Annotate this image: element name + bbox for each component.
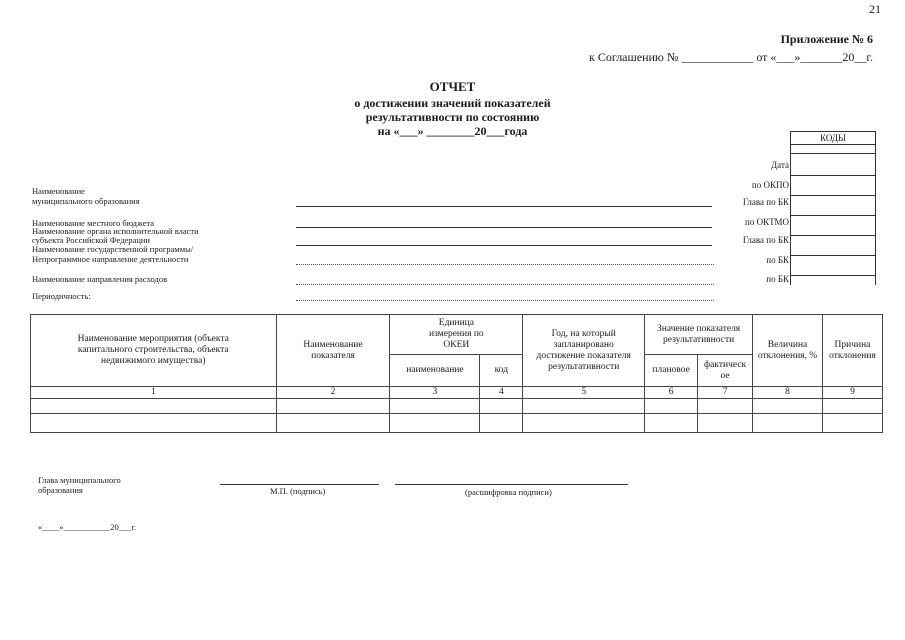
codes-row-line: [791, 235, 875, 236]
field-label-executive: Наименование органа исполнительной власти: [32, 226, 199, 236]
signature-mp-label: М.П. (подпись): [270, 486, 326, 496]
header-unit: Единица измерения по ОКЕИ: [390, 315, 523, 355]
column-number: 6: [645, 387, 698, 399]
field-line-municipal: [296, 206, 712, 207]
field-label-municipal: Наименование: [32, 186, 85, 196]
column-number: 7: [698, 387, 753, 399]
codes-box: [790, 131, 876, 285]
field-label-expense: Наименование направления расходов: [32, 274, 168, 284]
appendix-label: Приложение № 6: [780, 32, 873, 46]
header-unit-code: код: [480, 355, 523, 387]
field-label-budget: Наименование местного бюджета: [32, 218, 155, 228]
signature-decode-label: (расшифровка подписи): [465, 487, 552, 497]
codes-header: КОДЫ: [791, 131, 875, 145]
field-line-periodicity: [296, 300, 714, 301]
codes-row-line: [791, 153, 875, 154]
header-reason: Причина отклонения: [822, 315, 882, 387]
field-label-program: Непрограммное направление деятельности: [32, 254, 189, 264]
code-label-date: Дата: [771, 160, 789, 170]
header-actual: фактическ ое: [698, 355, 753, 387]
code-label-bk: Глава по БК: [742, 235, 789, 245]
codes-row-line: [791, 215, 875, 216]
column-number: 3: [390, 387, 480, 399]
field-label-program: Наименование государственной программы/: [32, 244, 194, 254]
indicators-table: [30, 314, 883, 433]
field-label-periodicity: Периодичность:: [32, 291, 91, 301]
codes-row-line: [791, 195, 875, 196]
codes-row-line: [791, 175, 875, 176]
header-indicator: Наименование показателя: [276, 315, 390, 387]
header-unit-name: наименование: [390, 355, 480, 387]
agreement-line: к Соглашению № ____________ от «___»_______20__г.: [589, 50, 873, 64]
field-label-executive: субъекта Российской Федерации: [32, 235, 150, 245]
codes-row-line: [791, 275, 875, 276]
column-number: 4: [480, 387, 523, 399]
signature-line: [220, 484, 379, 485]
code-label-oktmo: по ОКТМО: [745, 217, 789, 227]
codes-row-line: [791, 255, 875, 256]
header-event: Наименование мероприятия (объекта капитального строительства, объекта недвижимого имущества): [31, 315, 277, 387]
signature-head-label: образования: [38, 485, 83, 495]
table-row: [31, 387, 883, 399]
header-year: Год, на который запланировано достижение показателя результативности: [523, 315, 645, 387]
field-line-budget: [296, 227, 712, 228]
code-label-bk: Глава по БК: [742, 197, 789, 207]
report-subtitle-2: результативности по состоянию: [365, 110, 540, 124]
header-value: Значение показателя результативности: [645, 315, 753, 355]
column-number: 2: [276, 387, 390, 399]
column-number: 5: [523, 387, 645, 399]
header-planned: плановое: [645, 355, 698, 387]
code-label-okpo: по ОКПО: [751, 180, 789, 190]
column-number: 8: [753, 387, 823, 399]
report-date-line: на «___» ________20___года: [377, 124, 528, 138]
field-label-municipal: муниципального образования: [32, 196, 140, 206]
field-line-program: [296, 264, 714, 265]
page-number: 21: [869, 2, 881, 16]
table-row: [31, 414, 883, 433]
signature-head-label: Глава муниципального: [38, 475, 121, 485]
column-number: 1: [31, 387, 277, 399]
code-label-bk: по БК: [766, 274, 789, 284]
field-line-expense: [296, 284, 714, 285]
table-row: [31, 399, 883, 414]
field-line-executive: [296, 245, 712, 246]
report-subtitle-1: о достижении значений показателей: [354, 96, 551, 110]
header-deviation: Величина отклонения, %: [753, 315, 823, 387]
column-number: 9: [822, 387, 882, 399]
signature-date: «____»___________20___г.: [38, 522, 137, 532]
report-title: ОТЧЕТ: [429, 79, 476, 94]
decode-line: [395, 484, 628, 485]
code-label-bk: по БК: [766, 255, 789, 265]
